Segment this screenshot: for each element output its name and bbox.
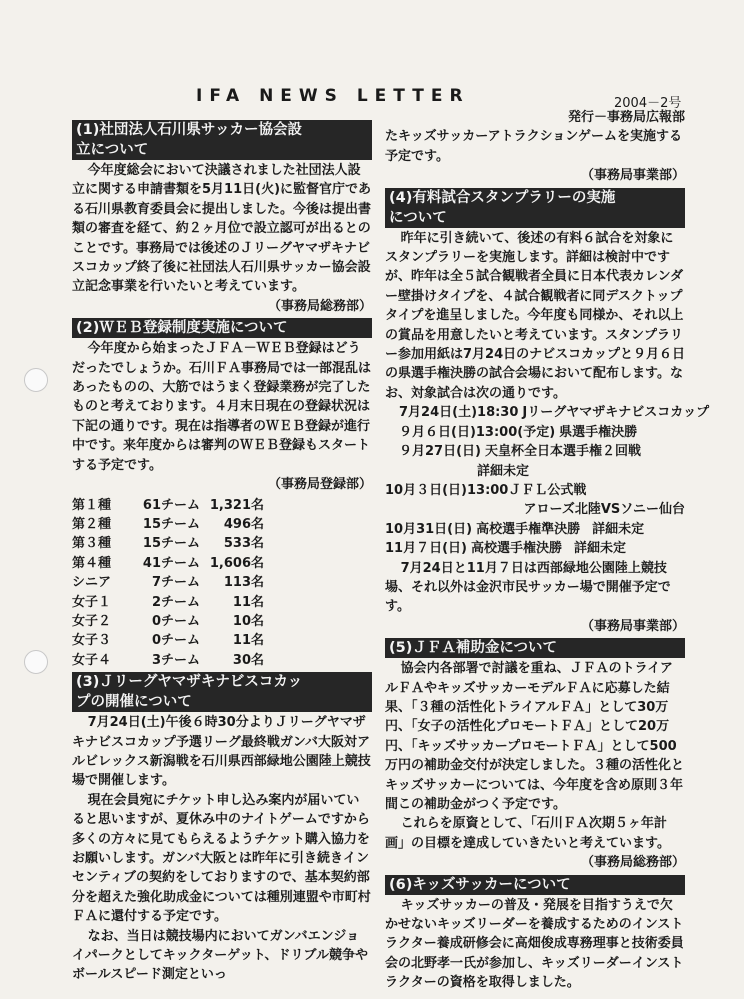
registration-teams: 0チーム [151,613,200,629]
publisher-line: 発行－事務局広報部 [567,110,685,125]
registration-teams: 15チーム [142,536,200,552]
registration-people: 11名 [232,633,264,649]
registration-teams: 7チーム [151,575,200,591]
section-1-title: (1)社団法人石川県サッカー協会設 立について [72,120,372,160]
schedule-row [385,403,710,422]
schedule-date: 7月24日(土)18:30 [399,405,519,421]
binder-hole-top [24,368,48,392]
section-6-body: キッズサッカーの普及・発展を目指すうえで欠かせないキッズリーダーを養成するためのインストラクター養成研修会に高畑俊成専務理事と技術委員会の北野孝一氏が参加し、キッズリーダーインストラクターの資格を取得しました。 [385,897,684,991]
match-schedule [385,403,710,461]
section-6-title: (6)キッズサッカーについて [385,875,685,895]
registration-people: 10名 [232,613,264,629]
registration-people: 113名 [223,575,264,591]
match-schedule-2 [385,520,685,559]
registration-category: 第２種 [72,516,112,532]
schedule-date: 10月31日(日) [385,521,473,537]
schedule-row [385,539,685,558]
registration-people: 496名 [223,516,264,532]
registration-category: シニア [72,575,112,591]
jfl-line: 10月３日(日)13:00ＪＦＬ公式戦 [385,482,587,498]
left-column [72,118,372,985]
registration-category: 女子１ [72,594,112,610]
registration-table [72,496,372,671]
schedule-note: 詳細未定 [477,463,530,479]
registration-people: 533名 [223,536,264,552]
registration-people: 11名 [232,594,264,610]
schedule-event: 高校選手権決勝 [470,541,562,557]
continued-text: たキッズサッカーアトラクションゲームを実施する予定です。 [385,129,683,164]
section-2-signature: （事務局登録部） [267,477,372,493]
schedule-event: Jリーグヤマザキナビスコカップ [522,405,710,421]
schedule-date: ９月６日(日)13:00(予定) [399,424,556,440]
section-5-body-2: これらを原資として、「石川ＦＡ次期５ヶ年計画」の目標を達成していきたいと考えています。 [385,816,670,851]
registration-people: 30名 [232,652,264,668]
continued-signature: （事務局事業部） [580,168,685,184]
registration-category: 女子４ [72,652,112,668]
section-4-closing: 7月24日と11月７日は西部緑地公園陸上競技場、それ以外は金沢市民サッカー場で開催予定です。 [385,560,671,615]
issue-number: 2004－2号 [614,96,682,111]
schedule-date: ９月27日(日) [399,444,481,460]
registration-teams: 15チーム [142,516,200,532]
newsletter-title: IFA NEWS LETTER [196,86,470,106]
section-2-body: 今年度から始まったＪＦＡ－ＷＥＢ登録はどうだったでしょうか。石川ＦＡ事務局では一部混乱はあったものの、大筋ではうまく登録業務が完了したものと考えております。４月末日現在の登録状況は下記の通りです。現在は指導者のＷＥＢ登録が進行中です。来年度からは審判のＷＥＢ登録もスタートする予定です。 [72,341,372,473]
registration-teams: 3チーム [151,652,200,668]
section-5-body-1: 協会内各部署で討議を重ね、ＪＦＡのトライアルＦＡやキッズサッカーモデルＦＡに応募した結果、「３種の活性化トライアルＦＡ」として30万円、「女子の活性化プロモートＦＡ」として20万円、「キッズサッカープロモートＦＡ」として500万円の補助金交付が決定しました。３種の活性化とキッズサッカーについては、今年度を含め原則３年間この補助金がつく予定です。 [385,661,685,812]
schedule-row [385,423,685,442]
schedule-event: 高校選手権準決勝 [476,521,581,537]
registration-people: 1,321名 [209,497,264,513]
registration-teams: 41チーム [142,555,200,571]
section-4-signature: （事務局事業部） [580,618,685,634]
section-4-title: (4)有料試合スタンプラリーの実施 について [385,188,685,228]
section-3-title: (3)Ｊリーグヤマザキナビスコカッ プの開催について [72,672,372,712]
registration-teams: 61チーム [142,497,200,513]
schedule-note: 詳細未定 [592,521,645,537]
registration-people: 1,606名 [209,555,264,571]
registration-category: 第４種 [72,555,112,571]
registration-category: 第１種 [72,497,112,513]
section-2-title: (2)ＷＥＢ登録制度実施について [72,318,372,338]
section-3-body-1: 7月24日(土)午後６時30分よりＪリーグヤマザキナビスコカップ予選リーグ最終戦ガンバ大阪対アルビレックス新潟戦を石川県西部緑地公園陸上競技場で開催します。 [72,715,371,789]
schedule-date: 11月７日(日) [385,541,467,557]
right-column [385,110,710,993]
registration-category: 第３種 [72,536,112,552]
schedule-row [385,520,685,539]
registration-category: 女子３ [72,633,112,649]
schedule-event: 天皇杯全日本選手権２回戦 [484,444,641,460]
section-5-signature: （事務局総務部） [580,855,685,871]
jfl-match: アローズ北陸VSソニー仙台 [523,502,685,518]
registration-category: 女子２ [72,613,112,629]
schedule-note: 詳細未定 [574,541,627,557]
section-3-body-3: なお、当日は競技場内においてガンバエンジョイパークとしてキックターゲット、ドリブル競争やボールスピード測定といっ [72,928,369,983]
binder-hole-bottom [24,650,48,674]
schedule-event: 県選手権決勝 [559,424,638,440]
section-4-body: 昨年に引き続いて、後述の有料６試合を対象にスタンプラリーを実施します。詳細は検討中ですが、昨年は全５試合観戦者全員に日本代表カレンダー壁掛けタイプを、４試合観戦者に同デスクトップタイプを進呈しました。今年度も同様か、それ以上の賞品を用意したいと考えています。スタンプラリー参加用紙は7月24日のナビスコカップと９月６日の県選手権決勝の試合会場において配布します。なお、対象試合は次の通りです。 [385,230,686,401]
section-5-title: (5)ＪＦＡ補助金について [385,638,685,658]
registration-teams: 2チーム [151,594,200,610]
section-3-body-2: 現在会員宛にチケット申し込み案内が届いていると思いますが、夏休み中のナイトゲームですから多くの方々に見てもらえるようチケット購入協力をお願いします。ガンバ大阪とは昨年に引き続きインセンティブの契約をしておりますので、基本契約部分を超えた強化助成金については種別連盟や市町村ＦＡに還付する予定です。 [72,792,371,925]
schedule-row [385,442,685,461]
registration-teams: 0チーム [151,633,200,649]
section-1-body: 今年度総会において決議されました社団法人設立に関する申請書類を5月11日(火)に監督官庁である石川県教育委員会に提出しました。今後は提出書類の審査を経て、約２ヶ月位で設立認可が出るとのことです。事務局では後述のＪリーグヤマザキナビスコカップ終了後に社団法人石川県サッカー協会設立記念事業を行いたいと考えています。 [72,163,372,295]
section-1-signature: （事務局総務部） [267,298,372,314]
